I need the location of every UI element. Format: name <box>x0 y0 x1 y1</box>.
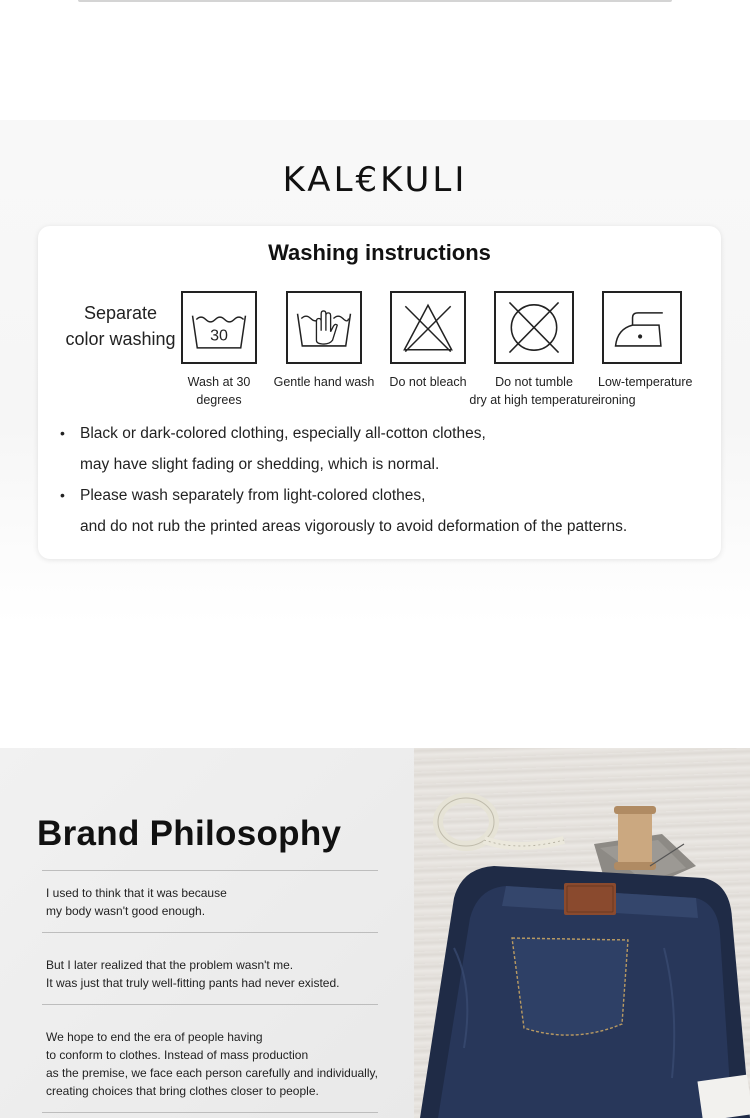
washing-card <box>38 226 721 559</box>
note-line: may have slight fading or shedding, which is normal. <box>80 456 440 473</box>
philosophy-paragraph <box>46 956 339 992</box>
care-label: Do not bleach <box>389 375 467 389</box>
philosophy-paragraph <box>46 884 227 920</box>
divider <box>42 870 378 871</box>
paragraph-line: to conform to clothes. Instead of mass production <box>46 1048 309 1062</box>
washing-notes <box>60 418 710 542</box>
paragraph-line: We hope to end the era of people having <box>46 1030 263 1044</box>
care-label: Low-temperature ironing <box>598 375 693 407</box>
brand-philosophy-section <box>0 748 750 1118</box>
care-label: Wash at 30 degrees <box>187 375 251 407</box>
brand-logo: KAL€KULI <box>282 160 468 200</box>
washing-title: Washing instructions <box>268 240 491 265</box>
paragraph-line: It was just that truly well-fitting pants had never existed. <box>46 976 340 990</box>
wash-temp-text: 30 <box>210 326 228 345</box>
note-item <box>60 418 710 480</box>
philosophy-text-panel <box>0 748 414 1118</box>
hand-wash-icon <box>286 291 362 364</box>
note-line: Please wash separately from light-colored clothes, <box>80 487 426 504</box>
jeans-stack-icon <box>420 866 750 1118</box>
divider <box>42 1112 378 1113</box>
paper-note-icon <box>697 1075 750 1118</box>
divider <box>42 932 378 933</box>
care-item-hand-wash <box>273 291 375 391</box>
paragraph-line: But I later realized that the problem wasn't me. <box>46 958 294 972</box>
separate-wash-label <box>48 300 193 352</box>
do-not-bleach-icon <box>390 291 466 364</box>
note-line: Black or dark-colored clothing, especially all-cotton clothes, <box>80 425 486 442</box>
care-item-no-bleach <box>389 291 467 391</box>
paragraph-line: I used to think that it was because <box>46 886 227 900</box>
separate-wash-label-line2: color washing <box>65 329 176 349</box>
care-label: Do not tumble dry at high temperature <box>469 375 599 407</box>
philosophy-title: Brand Philosophy <box>37 814 342 853</box>
folded-jeans-photo <box>414 748 750 1118</box>
separate-wash-label-line1: Separate <box>83 303 158 323</box>
top-divider <box>78 0 672 2</box>
note-item <box>60 480 710 542</box>
note-line: and do not rub the printed areas vigorously to avoid deformation of the patterns. <box>80 518 628 535</box>
bullet-icon: • <box>60 487 65 503</box>
care-item-no-tumble-dry <box>469 291 599 409</box>
philosophy-paragraph <box>46 1028 378 1100</box>
care-item-wash-30 <box>180 291 258 409</box>
paragraph-line: my body wasn't good enough. <box>46 904 206 918</box>
care-label: Gentle hand wash <box>273 375 375 389</box>
paragraph-line: as the premise, we face each person carefully and individually, <box>46 1066 378 1080</box>
low-temp-iron-icon <box>602 291 682 364</box>
divider <box>42 1004 378 1005</box>
care-item-low-iron <box>598 291 693 409</box>
wash-30-icon <box>181 291 257 364</box>
paragraph-line: creating choices that bring clothes closer to people. <box>46 1084 319 1098</box>
bullet-icon: • <box>60 425 65 441</box>
measuring-tape-icon <box>438 798 564 846</box>
do-not-tumble-dry-icon <box>494 291 574 364</box>
